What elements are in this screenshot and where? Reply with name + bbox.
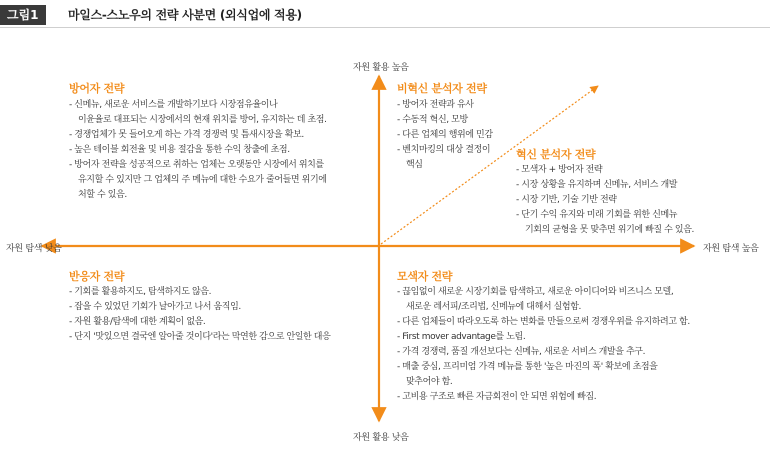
axis-label-right: 자원 탐색 높음 xyxy=(703,244,759,254)
list-item: - 끊임없이 새로운 시장기회를 탐색하고, 새로운 아이디어와 비즈니스 모델, xyxy=(397,287,674,297)
innovative-analyzer-title: 혁신 분석자 전략 xyxy=(516,148,596,161)
axis-label-bottom: 자원 활용 낮음 xyxy=(353,433,409,443)
list-item: - 매출 중심, 프리미엄 가격 메뉴를 통한 '높은 마진의 폭' 확보에 초점을 xyxy=(397,362,658,372)
axis-label-top: 자원 활용 높음 xyxy=(353,63,409,73)
defender-strategy-list xyxy=(69,98,327,203)
list-item: 핵심 xyxy=(406,160,423,170)
prospector-strategy-list xyxy=(397,285,690,405)
list-item: 이윤율로 대표되는 시장에서의 현재 위치를 방어, 유지하는 데 초점. xyxy=(78,115,327,125)
list-item: - 벤치마킹의 대상 결정이 xyxy=(397,145,491,155)
reactor-strategy-list xyxy=(69,285,330,345)
list-item: 기회의 균형을 못 맞추면 위기에 빠질 수 있음. xyxy=(525,225,694,235)
list-item: - 시장 상황을 유지하며 신메뉴, 서비스 개발 xyxy=(516,180,678,190)
list-item: - 높은 테이블 회전율 및 비용 절감을 통한 수익 창출에 초점. xyxy=(69,145,290,155)
innovative-analyzer-list xyxy=(516,163,694,238)
list-item: - 경쟁업체가 못 들어오게 하는 가격 경쟁력 및 틈새시장을 확보. xyxy=(69,130,304,140)
list-item: - 방어자 전략을 성공적으로 취하는 업체는 오랫동안 시장에서 위치를 xyxy=(69,160,324,170)
list-item: - 다른 업체들이 따라오도록 하는 변화를 만들으로써 경쟁우위를 유지하려고 함. xyxy=(397,317,690,327)
prospector-strategy-title: 모색자 전략 xyxy=(397,270,453,283)
list-item: - 신메뉴, 새로운 서비스를 개발하기보다 시장점유율이나 xyxy=(69,100,278,110)
list-item: 유지할 수 있지만 그 업체의 주 메뉴에 대한 수요가 줄어들면 위기에 xyxy=(78,175,327,185)
axis-label-left: 자원 탐색 낮음 xyxy=(6,244,62,254)
nonrevolutionary-analyzer-list xyxy=(397,98,493,173)
list-item: - 가격 경쟁력, 품질 개선보다는 신메뉴, 새로운 서비스 개발을 추구. xyxy=(397,347,646,357)
defender-strategy-title: 방어자 전략 xyxy=(69,82,125,95)
figure-title: 마일스-스노우의 전략 사분면 (외식업에 적용) xyxy=(68,8,302,22)
list-item: - First mover advantage를 노림. xyxy=(397,332,526,342)
list-item: - 수동적 혁신, 모방 xyxy=(397,115,468,125)
list-item: 새로운 레서피/조리법, 신메뉴에 대해서 실험함. xyxy=(406,302,581,312)
list-item: - 시장 기반, 기술 기반 전략 xyxy=(516,195,617,205)
list-item: - 모색자 + 방어자 전략 xyxy=(516,165,603,175)
list-item: - 기회를 활용하지도, 탐색하지도 않음. xyxy=(69,287,212,297)
list-item: 처할 수 있음. xyxy=(78,190,127,200)
list-item: - 자원 활용/탐색에 대한 계획이 없음. xyxy=(69,317,206,327)
list-item: - 잡을 수 있었던 기회가 날아가고 나서 움직임. xyxy=(69,302,241,312)
list-item: - 단기 수익 유지와 미래 기회를 위한 신메뉴 xyxy=(516,210,678,220)
reactor-strategy-title: 반응자 전략 xyxy=(69,270,125,283)
list-item: - 방어자 전략과 유사 xyxy=(397,100,474,110)
figure-badge: 그림1 xyxy=(0,5,46,25)
list-item: 맞추어야 함. xyxy=(406,377,453,387)
list-item: - 단지 '맛있으면 결국엔 알아줄 것이다'라는 막연한 감으로 안일한 대응 xyxy=(69,332,331,342)
list-item: - 다른 업체의 행위에 민감 xyxy=(397,130,493,140)
nonrevolutionary-analyzer-title: 비혁신 분석자 전략 xyxy=(397,82,487,95)
list-item: - 고비용 구조로 빠른 자금회전이 안 되면 위험에 빠짐. xyxy=(397,392,597,402)
